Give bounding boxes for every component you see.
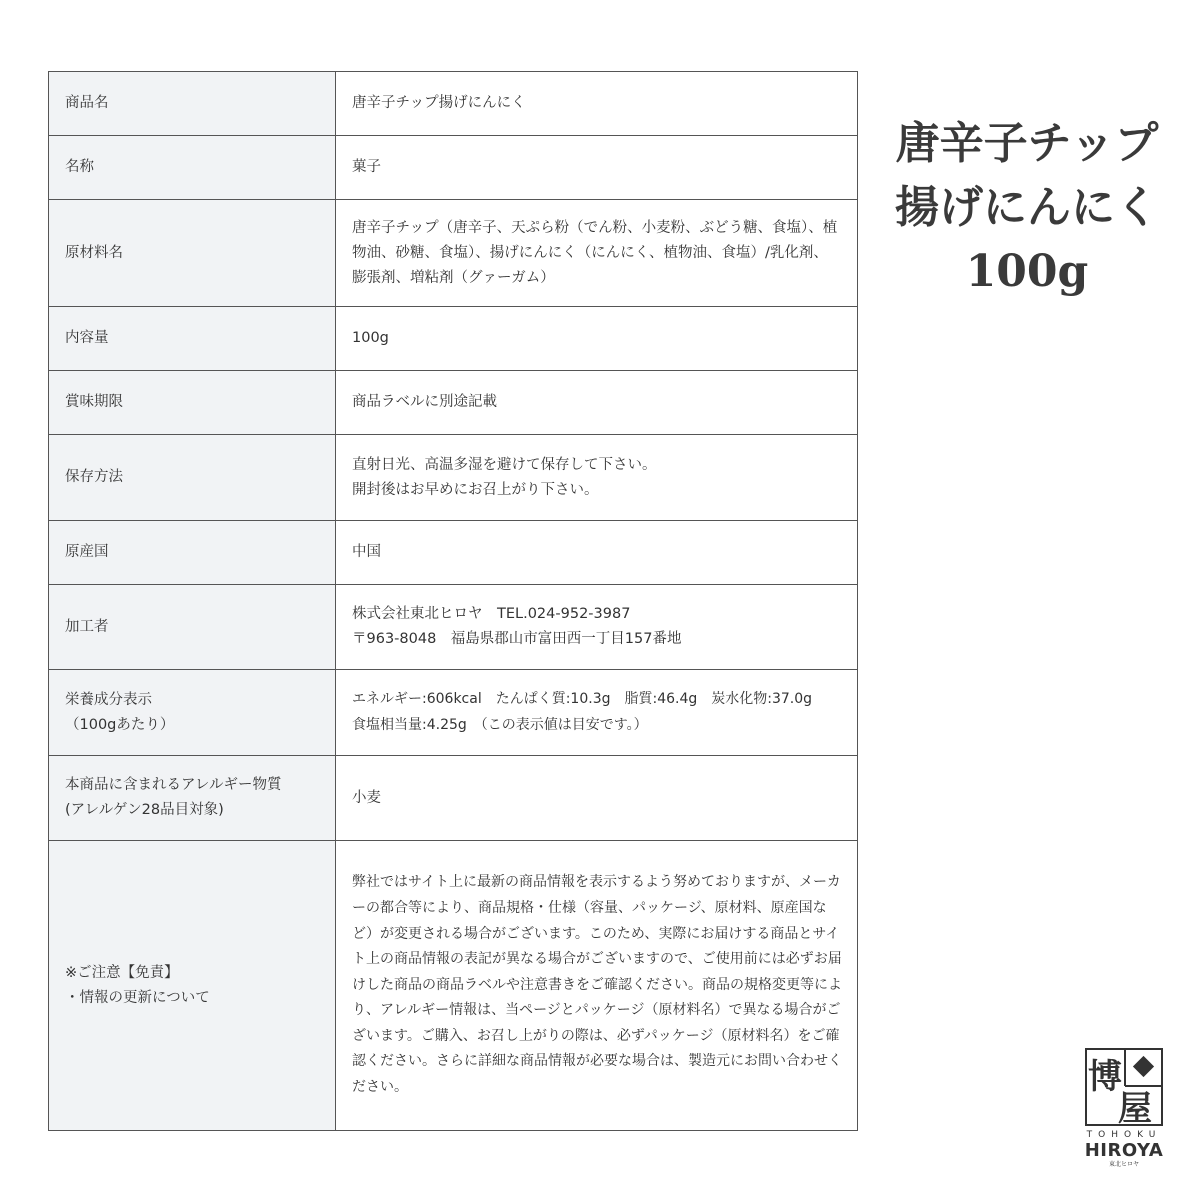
row-label-disclaimer: ※ご注意【免責】 ・情報の更新について — [49, 841, 336, 1131]
row-value-product-name: 唐辛子チップ揚げにんにく — [336, 72, 858, 136]
table-row-category — [49, 136, 858, 200]
table-row-processor — [49, 585, 858, 670]
table-row-disclaimer — [49, 841, 858, 1131]
table-row-best-before — [49, 371, 858, 435]
table-row-net-content — [49, 307, 858, 371]
table-row-storage — [49, 435, 858, 521]
row-value-allergens: 小麦 — [336, 756, 858, 841]
row-value-origin: 中国 — [336, 521, 858, 585]
row-label-best-before: 賞味期限 — [49, 371, 336, 435]
row-label-storage: 保存方法 — [49, 435, 336, 521]
row-value-processor: 株式会社東北ヒロヤ TEL.024-952-3987 〒963-8048 福島県郡山市富田西一丁目157番地 — [336, 585, 858, 670]
row-value-storage: 直射日光、高温多湿を避けて保存して下さい。 開封後はお早めにお召上がり下さい。 — [336, 435, 858, 521]
product-spec-table — [48, 71, 858, 1131]
logo-kanji-left: 博 — [1088, 1057, 1122, 1097]
table-row-allergens — [49, 756, 858, 841]
row-label-category: 名称 — [49, 136, 336, 200]
row-value-net-content: 100g — [336, 307, 858, 371]
brand-logo — [1081, 1048, 1171, 1170]
table-row-nutrition — [49, 670, 858, 756]
row-label-allergens: 本商品に含まれるアレルギー物質 (アレルゲン28品目対象) — [49, 756, 336, 841]
table-row-ingredients — [49, 200, 858, 307]
row-label-origin: 原産国 — [49, 521, 336, 585]
logo-caption — [1081, 1130, 1167, 1168]
logo-line-hiroya: HIROYA — [1084, 1140, 1164, 1161]
row-value-category: 菓子 — [336, 136, 858, 200]
table-row-product-name — [49, 72, 858, 136]
row-value-nutrition: エネルギー:606kcal たんぱく質:10.3g 脂質:46.4g 炭水化物:37.0g 食塩相当量:4.25g （この表示値は目安です。） — [336, 670, 858, 756]
row-label-processor: 加工者 — [49, 585, 336, 670]
brand-logo-mark — [1085, 1048, 1163, 1126]
row-value-ingredients: 唐辛子チップ（唐辛子、天ぷら粉（でん粉、小麦粉、ぶどう糖、食塩）、植物油、砂糖、食塩）、揚げにんにく（にんにく、植物油、食塩）/乳化剤、膨張剤、増粘剤（グァーガム） — [336, 200, 858, 307]
product-title: 唐辛子チップ 揚げにんにく 100g — [895, 118, 1159, 297]
row-label-net-content: 内容量 — [49, 307, 336, 371]
table-row-origin — [49, 521, 858, 585]
logo-line-tohoku: TOHOKU — [1086, 1130, 1162, 1140]
row-value-best-before: 商品ラベルに別途記載 — [336, 371, 858, 435]
logo-kanji-bottom: 屋 — [1118, 1089, 1152, 1126]
row-label-ingredients: 原材料名 — [49, 200, 336, 307]
row-value-disclaimer: 弊社ではサイト上に最新の商品情報を表示するよう努めておりますが、メーカーの都合等により、商品規格・仕様（容量、パッケージ、原材料、原産国など）が変更される場合がございます。このため、実際にお届けする商品とサイト上の商品情報の表記が異なる場合がございますので、ご使用前には必ずお届けした商品の商品ラベルや注意書きをご確認ください。商品の規格変更等により、アレルギー情報は、当ページとパッケージ（原材料名）で異なる場合がございます。ご購入、お召し上がりの際は、必ずパッケージ（原材料名）をご確認ください。さらに詳細な商品情報が必要な場合は、製造元にお問い合わせください。 — [336, 841, 858, 1131]
row-label-nutrition: 栄養成分表示 （100gあたり） — [49, 670, 336, 756]
logo-line-japanese: 東北ヒロヤ — [1108, 1161, 1139, 1168]
row-label-product-name: 商品名 — [49, 72, 336, 136]
